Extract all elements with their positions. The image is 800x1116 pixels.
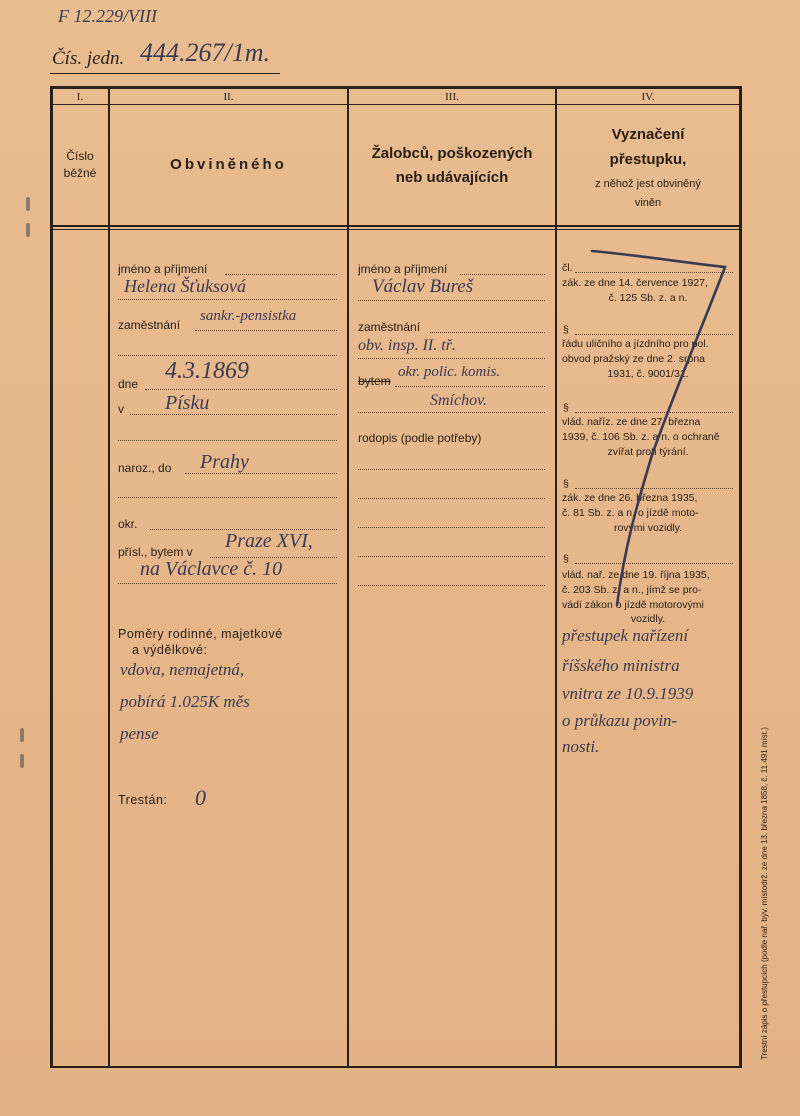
complainant-bio-line-2 — [358, 498, 545, 499]
complainant-bio-line-4 — [358, 556, 545, 557]
law2-line-3: 1931, č. 9001/31. — [607, 368, 689, 380]
col4-title-1: Vyznačení — [611, 126, 685, 143]
col1-title-1: Číslo — [66, 149, 94, 163]
table-header-sep-thin — [50, 104, 741, 105]
accused-born-line — [185, 473, 337, 474]
accused-name-line-1 — [225, 274, 337, 275]
accused-address-value: na Václavce č. 10 — [140, 558, 283, 580]
table-top-border — [50, 86, 741, 89]
accused-domicile-label: přísl., bytem v — [118, 545, 193, 559]
col-sep-2 — [347, 86, 349, 1068]
accused-address-line — [118, 583, 337, 584]
accused-name-label: jméno a příjmení — [118, 262, 208, 276]
accused-place-line — [130, 414, 337, 415]
law5-line-2: č. 203 Sb. z. a n., jímž se pro- — [562, 584, 702, 596]
handwritten-seven-stroke — [557, 225, 739, 635]
col4-title-4: viněn — [634, 197, 662, 209]
law5-line-4: vozidly. — [630, 613, 666, 625]
col3-title-2: neb udávajících — [395, 169, 509, 186]
accused-punished-label: Trestán: — [118, 793, 168, 807]
accused-family-line-3: pense — [120, 724, 159, 743]
binding-hole — [20, 754, 24, 768]
binding-hole — [20, 728, 24, 742]
col3-number: III. — [445, 91, 459, 103]
offence-hand-line-4: o průkazu povin- — [562, 711, 678, 730]
offence-hand-line-5: nosti. — [562, 737, 600, 756]
table-right-border — [739, 86, 742, 1068]
accused-born-line-2 — [118, 497, 337, 498]
offence-hand-line-1: přestupek nařízení — [562, 626, 689, 645]
accused-district-label: okr. — [118, 517, 138, 531]
cis-jedn-underline — [50, 73, 280, 74]
offence-cl-label: čl. — [562, 262, 573, 274]
complainant-bio-line-3 — [358, 527, 545, 528]
law2-par: § — [563, 324, 569, 336]
offence-hand-line-3: vnitra ze 10.9.1939 — [562, 684, 694, 703]
accused-family-line-2: pobírá 1.025K měs — [120, 692, 250, 711]
col4-title-2: přestupku, — [609, 151, 687, 168]
law5-par: § — [563, 553, 569, 565]
law1-line-2: č. 125 Sb. z. a n. — [608, 292, 688, 304]
accused-punished-value: 0 — [195, 785, 206, 810]
accused-place-value: Písku — [165, 392, 210, 414]
complainant-name-line-2 — [358, 300, 545, 301]
col1-title-2: běžné — [63, 166, 97, 180]
complainant-occupation-value: obv. insp. II. tř. — [358, 337, 456, 354]
accused-name-line-2 — [118, 299, 337, 300]
table-bottom-border — [50, 1066, 741, 1068]
side-note: Trestní zápis o přestupcích (podle nař. býv. místodrž. ze dne 13. března 1858, č. 11.491 míst.) — [760, 727, 769, 1060]
complainant-residence-value-1: okr. polic. komis. — [398, 364, 501, 380]
col2-title: Obviněného — [170, 156, 287, 173]
law3-line-2: 1939, č. 106 Sb. z. a n. o ochraně — [562, 431, 720, 443]
accused-family-line-1: vdova, nemajetná, — [120, 660, 245, 679]
reference-number: F 12.229/VIII — [58, 6, 157, 26]
complainant-occupation-line-2 — [358, 358, 545, 359]
complainant-name-label: jméno a příjmení — [358, 262, 448, 276]
complainant-name-value: Václav Bureš — [372, 276, 474, 297]
accused-born-value: Prahy — [200, 451, 249, 473]
complainant-residence-value-2: Smíchov. — [430, 392, 488, 409]
law3-par: § — [563, 402, 569, 414]
accused-occupation-label: zaměstnání — [118, 318, 181, 332]
offence-hand-line-2: říšského ministra — [562, 656, 680, 675]
col4-title-3: z něhož jest obviněný — [595, 178, 701, 190]
binding-hole — [26, 223, 30, 237]
cis-jedn-value: 444.267/1m. — [140, 38, 270, 67]
accused-domicile-value: Praze XVI, — [225, 530, 313, 552]
col2-number: II. — [223, 91, 234, 103]
accused-occupation-line — [195, 330, 337, 331]
col-sep-1 — [108, 86, 110, 1068]
complainant-residence-label: bytem — [358, 374, 391, 388]
law4-line-1: zák. ze dne 26. března 1935, — [562, 492, 698, 504]
accused-date-value: 4.3.1869 — [165, 358, 249, 384]
accused-place-line-2 — [118, 440, 337, 441]
binding-hole — [26, 197, 30, 211]
col3-title-1: Žalobců, poškozených — [371, 145, 533, 162]
complainant-residence-line-2 — [358, 412, 545, 413]
law2-line-1: řádu uličního a jízdního pro pol. — [562, 338, 709, 350]
law5-line-3: vádí zákon o jízdě motorovými — [562, 599, 704, 611]
law4-line-3: rovými vozidly. — [613, 522, 683, 534]
accused-date-line — [145, 389, 337, 390]
complainant-residence-line — [395, 386, 545, 387]
law5-line-1: vlád. nař. ze dne 19. října 1935, — [562, 569, 710, 581]
law3-line-1: vlád. naříz. ze dne 27. března — [562, 416, 701, 428]
accused-place-label: v — [118, 402, 124, 416]
complainant-occupation-line — [430, 332, 545, 333]
accused-family-label-2: a výdělkové: — [132, 643, 208, 657]
accused-name-value: Helena Šťuksová — [124, 276, 247, 296]
accused-occupation-value: sankr.-pensistka — [200, 308, 297, 324]
accused-date-label: dne — [118, 377, 139, 391]
law1-line-1: zák. ze dne 14. července 1927, — [562, 277, 708, 289]
complainant-name-line-1 — [460, 274, 545, 275]
complainant-bio-line-1 — [358, 469, 545, 470]
cis-jedn-label: Čís. jedn. — [52, 48, 125, 69]
col4-number: IV. — [641, 91, 655, 103]
accused-family-label-1: Poměry rodinné, majetkové — [118, 627, 283, 641]
col1-number: I. — [76, 91, 84, 103]
law4-line-2: č. 81 Sb. z. a n. o jízdě moto- — [562, 507, 699, 519]
complainant-bio-line-5 — [358, 585, 545, 586]
accused-occupation-line-2 — [118, 355, 337, 356]
law2-line-2: obvod pražský ze dne 2. srpna — [562, 353, 706, 365]
law3-line-3: zvířat proti týrání. — [607, 446, 689, 458]
table-left-border — [50, 86, 53, 1068]
complainant-bio-label: rodopis (podle potřeby) — [358, 431, 482, 445]
accused-born-label: naroz., do — [118, 461, 172, 475]
complainant-occupation-label: zaměstnání — [358, 320, 421, 334]
law4-par: § — [563, 478, 569, 490]
